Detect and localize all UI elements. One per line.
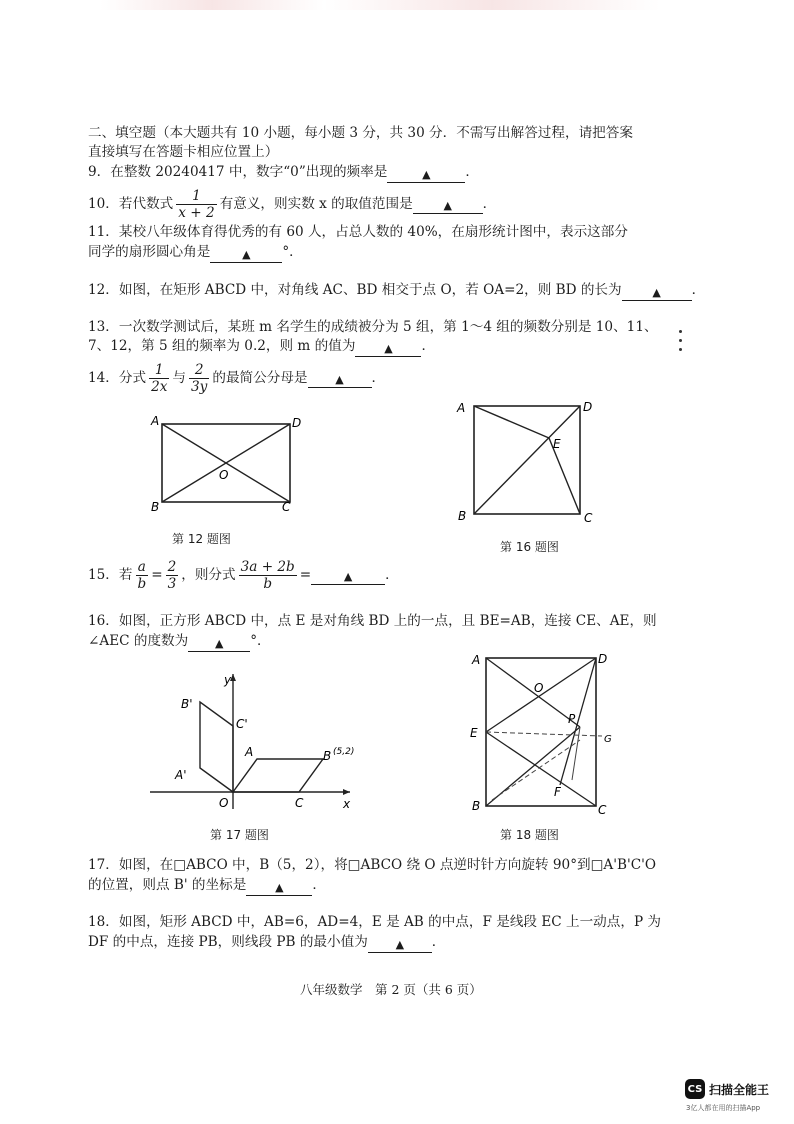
figure-12-caption: 第 12 题图 [172,532,231,546]
answer-blank[interactable]: ▲ [308,373,372,388]
label-F: F [554,785,561,799]
figure-16 [452,396,602,531]
question-13-line1: 13．一次数学测试后，某班 m 名学生的成绩被分为 5 组，第 1～4 组的频数分别是 10、11、 [88,319,658,335]
label-G: G [604,734,612,745]
question-17-line1: 17．如图，在□ABCO 中，B（5，2），将□ABCO 绕 O 点逆时针方向旋转 90°到□A'B'C'O [88,857,656,873]
figure-12 [148,410,308,520]
question-16-line1: 16．如图，正方形 ABCD 中，点 E 是对角线 BD 上的一点，且 BE=AB，连接 CE、AE，则 [88,613,657,629]
label-B: B [323,749,332,763]
label-y: y [224,673,232,687]
watermark-subtitle: 3亿人都在用的扫描App [686,1104,761,1112]
label-A: A [151,414,160,428]
label-B-prime: B' [181,697,193,711]
label-O: O [219,796,229,810]
fraction: $\frac{1}{2x}$ [151,361,168,395]
question-18-line1: 18．如图，矩形 ABCD 中，AB=6，AD=4，E 是 AB 的中点，F 是线段 EC 上一动点，P 为 [88,914,662,930]
question-12: 12．如图，在矩形 ABCD 中，对角线 AC、BD 相交于点 O，若 OA=2，则 BD 的长为 ▲ ． [88,282,706,299]
label-C: C [584,511,593,525]
more-options-icon [679,330,683,357]
figure-18-caption: 第 18 题图 [500,828,559,842]
label-note: (5,2) [333,747,355,757]
label-D: D [583,400,593,414]
label-C: C [295,796,304,810]
answer-blank[interactable]: ▲ [210,248,282,263]
label-C: C [282,500,291,514]
question-11-line1: 11．某校八年级体育得优秀的有 60 人，占总人数的 40%，在扇形统计图中，表示这部分 [88,224,628,240]
label-x: x [343,797,351,811]
label-O: O [219,468,229,482]
section-title-line1: 二、填空题（本大题共有 10 小题，每小题 3 分，共 30 分．不需写出解答过程，请把答案 [88,125,633,141]
figure-16-caption: 第 16 题图 [500,540,559,554]
label-P: P [568,712,576,726]
cs-logo-icon: CS [685,1079,705,1099]
label-A-prime: A' [175,768,187,782]
answer-blank[interactable]: ▲ [387,168,465,183]
fraction: $\frac{2}{3}$ [167,558,177,592]
page-footer: 八年级数学 第 2 页（共 6 页） [300,982,482,997]
answer-blank[interactable]: ▲ [311,570,385,585]
question-11-line2: 同学的扇形圆心角是 ▲ °． [88,244,303,261]
label-D: D [598,652,608,666]
question-15: 15．若 $\frac{a}{b}$ = $\frac{2}{3}$ ，则分式 $\frac{3a + 2b}{b}$ = ▲ ． [88,558,399,592]
question-14: 14．分式 $\frac{1}{2x}$ 与 $\frac{2}{3y}$ 的最简公分母是 ▲ ． [88,361,386,395]
label-E: E [553,437,561,451]
question-17-line2: 的位置，则点 B' 的坐标是 ▲ ． [88,877,326,894]
answer-blank[interactable]: ▲ [622,286,692,301]
section-title-line2: 直接填写在答题卡相应位置上） [88,144,279,160]
fraction: $\frac{2}{3y}$ [191,361,208,395]
label-A: A [472,653,481,667]
fraction: $\frac{1}{x + 2}$ [178,187,215,221]
answer-blank[interactable]: ▲ [368,938,432,953]
label-B: B [472,799,481,813]
label-A: A [245,745,254,759]
watermark-name: 扫描全能王 [709,1082,770,1097]
question-10: 10．若代数式 $\frac{1}{x + 2}$ 有意义，则实数 x 的取值范围是 ▲ ． [88,187,497,221]
fraction: $\frac{3a + 2b}{b}$ [240,558,295,592]
question-13-line2: 7、12，第 5 组的频率为 0.2，则 m 的值为 ▲ ． [88,338,436,355]
label-D: D [292,416,302,430]
fraction: $\frac{a}{b}$ [137,558,147,592]
answer-blank[interactable]: ▲ [188,637,250,652]
scanner-watermark [685,1079,769,1099]
label-A: A [457,401,466,415]
label-C-prime: C' [236,717,248,731]
label-O: O [534,681,544,695]
question-18-line2: DF 的中点，连接 PB，则线段 PB 的最小值为 ▲ ． [88,934,446,951]
figure-17-caption: 第 17 题图 [210,828,269,842]
label-E: E [470,726,478,740]
answer-blank[interactable]: ▲ [413,199,483,214]
question-16-line2: ∠AEC 的度数为 ▲ °． [88,633,271,650]
label-C: C [598,803,607,815]
answer-blank[interactable]: ▲ [246,881,312,896]
label-B: B [458,509,467,523]
scan-artifact [100,0,660,10]
figure-17 [145,664,360,814]
label-B: B [151,500,160,514]
answer-blank[interactable]: ▲ [355,342,421,357]
question-9: 9．在整数 20240417 中，数字“0”出现的频率是 ▲ ． [88,164,479,181]
figure-18 [462,650,622,815]
